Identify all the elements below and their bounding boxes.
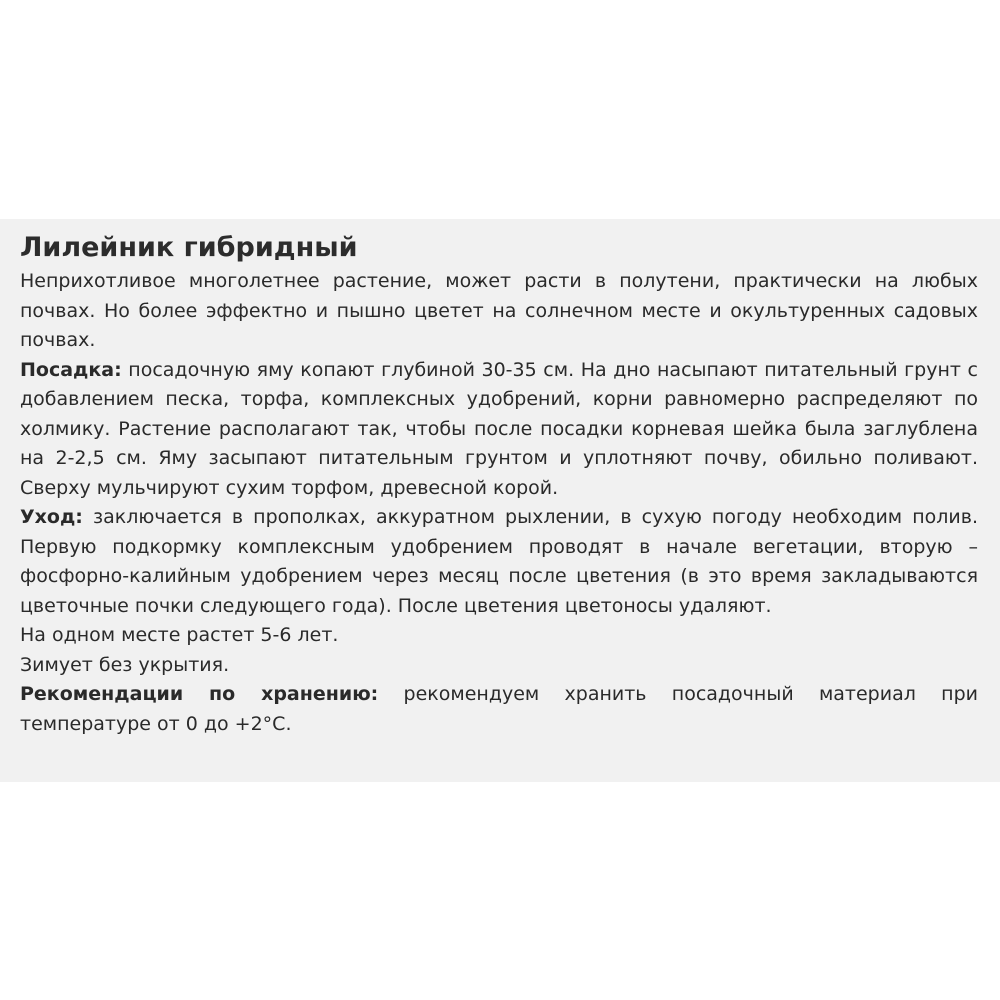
care-text: заключается в прополках, аккуратном рыхлении, в сухую погоду необходим полив. Первую подкормку комплексным удобрением проводят в начале вегетации, вторую – фосфорно-калийным удобрением через месяц после цветения (в это время закладываются цветочные почки следующего года). После цветения цветоносы удаляют. [20,506,978,617]
product-description-card [0,219,1000,782]
planting-text: посадочную яму копают глубиной 30-35 см. На дно насыпают питательный грунт с добавлением песка, торфа, комплексных удобрений, корни равномерно распределяют по холмику. Растение располагают так, чтобы после посадки корневая шейка была заглублена на 2-2,5 см. Яму засыпают питательным грунтом и уплотняют почву, обильно поливают. Сверху мульчируют сухим торфом, древесной корой. [20,358,978,499]
planting-paragraph [20,356,978,504]
planting-label: Посадка: [20,358,122,381]
description-body [20,267,978,739]
storage-text: рекомендуем хранить посадочный материал при температуре от 0 до +2°С. [20,683,978,735]
care-paragraph [20,503,978,621]
winter-line: Зимует без укрытия. [20,653,230,676]
lifespan-line: На одном месте растет 5-6 лет. [20,624,339,646]
storage-paragraph [20,680,978,739]
plant-title: Лилейник гибридный [20,232,358,263]
care-label: Уход: [20,506,83,528]
storage-label: Рекомендации по хранению: [20,683,379,705]
intro-paragraph: Неприхотливое многолетнее растение, может расти в полутени, практически на любых почвах. Но более эффектно и пышно цветет на солнечном месте и окультуренных садовых почвах. [20,270,978,351]
